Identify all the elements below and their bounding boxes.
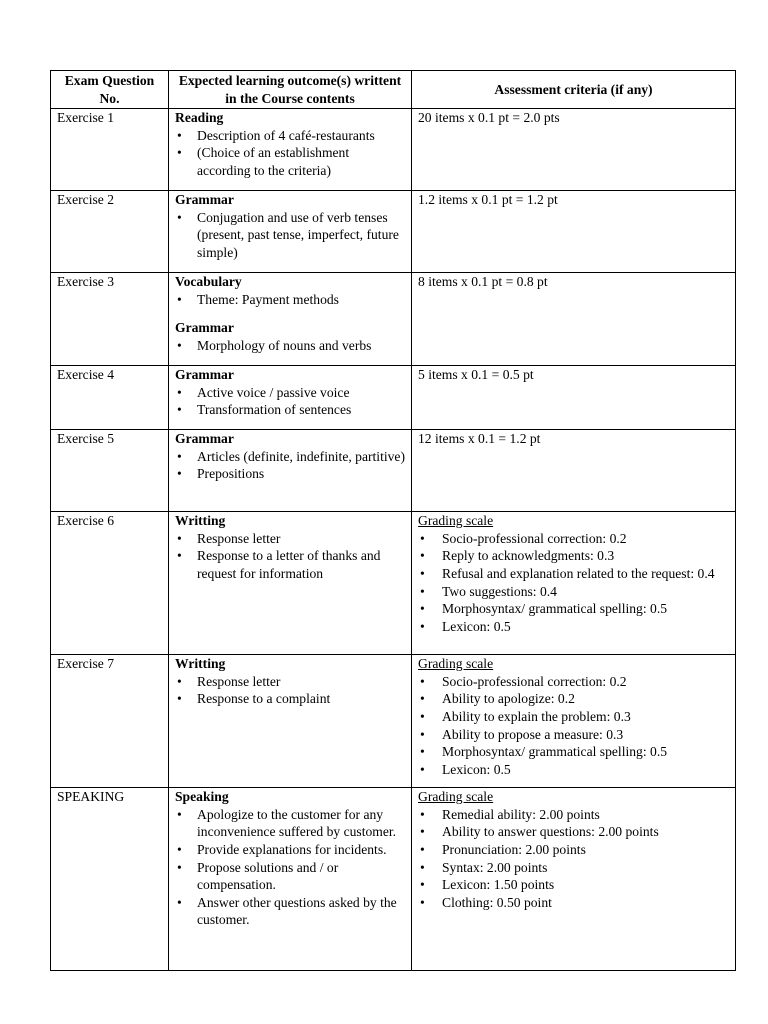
outcomes-cell [169, 273, 412, 366]
section-heading: Vocabulary [175, 274, 242, 290]
criteria-cell [412, 366, 736, 430]
table-row [51, 109, 736, 191]
table-row [51, 655, 736, 788]
list-item: • Transformation of sentences [175, 401, 405, 419]
section-heading: Grammar [175, 192, 234, 208]
spacer [175, 308, 405, 319]
question-cell: Exercise 5 [51, 430, 169, 512]
table-row [51, 512, 736, 655]
outcomes-cell [169, 788, 412, 971]
list-item: • Two suggestions: 0.4 [418, 583, 729, 601]
table-row [51, 191, 736, 273]
table-row [51, 430, 736, 512]
header-row [51, 71, 736, 109]
list-item: • Prepositions [175, 465, 405, 483]
list-item: • Response to a letter of thanks and request for information [175, 547, 405, 582]
list-item: • Morphosyntax/ grammatical spelling: 0.5 [418, 743, 729, 761]
list-item: • Reply to acknowledgments: 0.3 [418, 547, 729, 565]
question-cell: Exercise 7 [51, 655, 169, 788]
list-item: • (Choice of an establishment according to the criteria) [175, 144, 405, 179]
criteria-cell [412, 109, 736, 191]
criteria-text: 8 items x 0.1 pt = 0.8 pt [418, 274, 548, 290]
list-item: • Articles (definite, indefinite, partitive) [175, 448, 405, 466]
list-item: • Description of 4 café-restaurants [175, 127, 405, 145]
criteria-text: 20 items x 0.1 pt = 2.0 pts [418, 110, 560, 126]
list-item: • Pronunciation: 2.00 points [418, 841, 729, 859]
list-item: • Ability to propose a measure: 0.3 [418, 726, 729, 744]
table-row [51, 366, 736, 430]
question-cell: Exercise 3 [51, 273, 169, 366]
question-cell: Exercise 6 [51, 512, 169, 655]
section-heading: Grammar [175, 431, 234, 447]
outcome-list [175, 384, 405, 419]
grading-scale-title: Grading scale [418, 513, 494, 529]
list-item: • Morphosyntax/ grammatical spelling: 0.5 [418, 600, 729, 618]
outcome-list [175, 209, 405, 262]
list-item: • Conjugation and use of verb tenses (present, past tense, imperfect, future simple) [175, 209, 405, 262]
header-outcomes: Expected learning outcome(s) writtent in the Course contents [169, 71, 412, 109]
outcome-list [175, 127, 405, 180]
list-item: • Ability to apologize: 0.2 [418, 690, 729, 708]
list-item: • Provide explanations for incidents. [175, 841, 405, 859]
list-item: • Syntax: 2.00 points [418, 859, 729, 877]
header-criteria: Assessment criteria (if any) [412, 71, 736, 109]
question-cell: Exercise 2 [51, 191, 169, 273]
section-heading: Grammar [175, 320, 234, 336]
criteria-list [418, 806, 729, 912]
outcomes-cell [169, 366, 412, 430]
list-item: • Answer other questions asked by the customer. [175, 894, 405, 929]
list-item: • Ability to answer questions: 2.00 points [418, 823, 729, 841]
question-cell: Exercise 1 [51, 109, 169, 191]
grading-scale-title: Grading scale [418, 789, 494, 805]
list-item: • Ability to explain the problem: 0.3 [418, 708, 729, 726]
outcome-list [175, 530, 405, 583]
section-heading: Writting [175, 513, 226, 529]
list-item: • Socio-professional correction: 0.2 [418, 530, 729, 548]
list-item: • Apologize to the customer for any inconvenience suffered by customer. [175, 806, 405, 841]
criteria-text: 1.2 items x 0.1 pt = 1.2 pt [418, 192, 558, 208]
list-item: • Lexicon: 0.5 [418, 618, 729, 636]
outcomes-cell [169, 655, 412, 788]
list-item: • Active voice / passive voice [175, 384, 405, 402]
outcome-list [175, 291, 405, 309]
list-item: • Response to a complaint [175, 690, 405, 708]
header-question: Exam Question No. [51, 71, 169, 109]
outcomes-cell [169, 430, 412, 512]
list-item: • Theme: Payment methods [175, 291, 405, 309]
criteria-cell [412, 191, 736, 273]
outcome-list [175, 673, 405, 708]
list-item: • Refusal and explanation related to the request: 0.4 [418, 565, 729, 583]
list-item: • Socio-professional correction: 0.2 [418, 673, 729, 691]
list-item: • Response letter [175, 673, 405, 691]
outcomes-cell [169, 512, 412, 655]
list-item: • Propose solutions and / or compensation. [175, 859, 405, 894]
table-row [51, 788, 736, 971]
section-heading: Grammar [175, 367, 234, 383]
section-heading: Reading [175, 110, 224, 126]
list-item: • Remedial ability: 2.00 points [418, 806, 729, 824]
question-cell: SPEAKING [51, 788, 169, 971]
list-item: • Morphology of nouns and verbs [175, 337, 405, 355]
list-item: • Clothing: 0.50 point [418, 894, 729, 912]
outcomes-cell [169, 191, 412, 273]
criteria-list [418, 530, 729, 636]
criteria-cell [412, 430, 736, 512]
outcomes-cell [169, 109, 412, 191]
assessment-table [50, 70, 736, 971]
criteria-cell [412, 655, 736, 788]
criteria-list [418, 673, 729, 779]
outcome-list [175, 337, 405, 355]
question-cell: Exercise 4 [51, 366, 169, 430]
grading-scale-title: Grading scale [418, 656, 494, 672]
criteria-cell [412, 512, 736, 655]
list-item: • Lexicon: 0.5 [418, 761, 729, 779]
criteria-text: 5 items x 0.1 = 0.5 pt [418, 367, 534, 383]
table-row [51, 273, 736, 366]
criteria-cell [412, 788, 736, 971]
criteria-cell [412, 273, 736, 366]
outcome-list [175, 448, 405, 483]
list-item: • Lexicon: 1.50 points [418, 876, 729, 894]
section-heading: Writting [175, 656, 226, 672]
outcome-list [175, 806, 405, 929]
list-item: • Response letter [175, 530, 405, 548]
criteria-text: 12 items x 0.1 = 1.2 pt [418, 431, 541, 447]
section-heading: Speaking [175, 789, 229, 805]
